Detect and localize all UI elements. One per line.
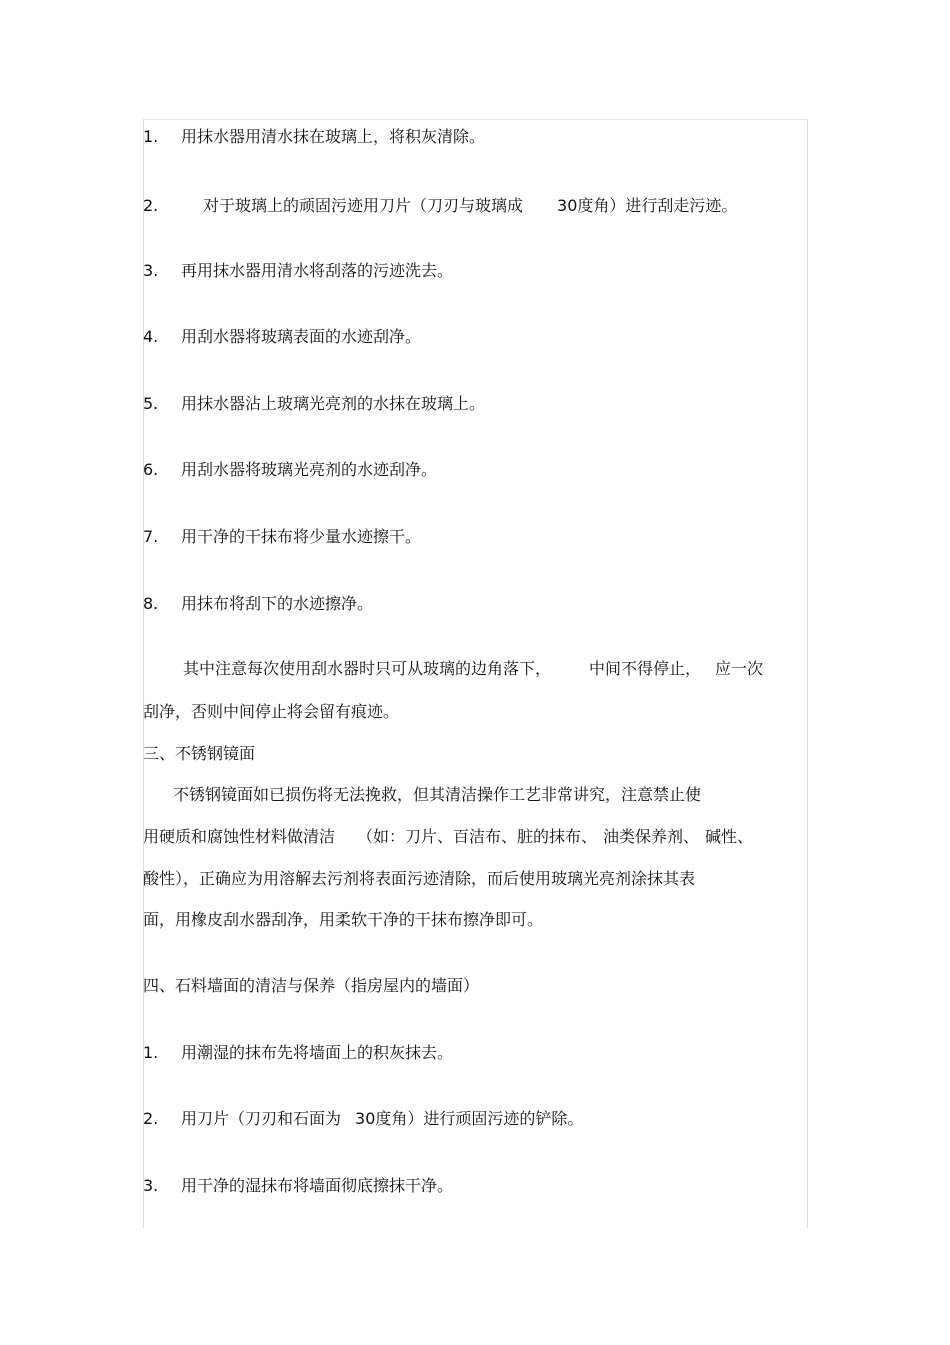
list-text: 用刀片（刀刃和石面为 bbox=[181, 1109, 342, 1128]
list-item bbox=[143, 260, 453, 282]
list-item bbox=[143, 526, 421, 548]
list-text: 用抹布将刮下的水迹擦净。 bbox=[181, 594, 374, 613]
list-number: 3. bbox=[143, 1176, 159, 1195]
section-heading: 三、不锈钢镜面 bbox=[143, 744, 256, 763]
list-item bbox=[143, 126, 485, 148]
list-number: 1. bbox=[143, 127, 159, 146]
list-item bbox=[143, 1108, 583, 1130]
list-text: 用刮水器将玻璃光亮剂的水迹刮净。 bbox=[181, 460, 438, 479]
list-number: 8. bbox=[143, 594, 159, 613]
list-text: 用抹水器沾上玻璃光亮剂的水抹在玻璃上。 bbox=[181, 394, 486, 413]
note-line: 刮净，否则中间停止将会留有痕迹。 bbox=[143, 702, 400, 721]
list-number: 1. bbox=[143, 1043, 159, 1062]
paragraph-line: 面，用橡皮刮水器刮净，用柔软干净的干抹布擦净即可。 bbox=[143, 910, 544, 929]
list-item bbox=[143, 459, 437, 481]
list-number: 3. bbox=[143, 261, 159, 280]
list-number: 6. bbox=[143, 460, 159, 479]
list-number: 2. bbox=[143, 1109, 159, 1128]
list-text: 30度角）进行刮走污迹。 bbox=[557, 196, 738, 215]
list-item bbox=[143, 326, 421, 348]
section-heading: 四、石料墙面的清洁与保养（指房屋内的墙面） bbox=[143, 976, 480, 995]
list-item bbox=[143, 1042, 453, 1064]
list-number: 7. bbox=[143, 527, 159, 546]
list-text: 用潮湿的抹布先将墙面上的积灰抹去。 bbox=[181, 1043, 454, 1062]
list-number: 4. bbox=[143, 327, 159, 346]
list-item bbox=[143, 195, 737, 217]
list-text: 再用抹水器用清水将刮落的污迹洗去。 bbox=[181, 261, 454, 280]
list-text: 用刮水器将玻璃表面的水迹刮净。 bbox=[181, 327, 422, 346]
list-item bbox=[143, 593, 373, 615]
list-item bbox=[143, 1175, 453, 1197]
paragraph-line: 酸性），正确应为用溶解去污剂将表面污迹清除，而后使用玻璃光亮剂涂抹其表 bbox=[143, 869, 696, 888]
list-text: 对于玻璃上的顽固污迹用刀片（刀刃与玻璃成 bbox=[203, 196, 524, 215]
paragraph-line: 不锈钢镜面如已损伤将无法挽救，但其清洁操作工艺非常讲究，注意禁止使 bbox=[173, 785, 702, 804]
list-text: 用干净的湿抹布将墙面彻底擦抹干净。 bbox=[181, 1176, 454, 1195]
list-item bbox=[143, 393, 485, 415]
list-number: 5. bbox=[143, 394, 159, 413]
note-line: 其中注意每次使用刮水器时只可从玻璃的边角落下， 中间不得停止， 应一次 bbox=[183, 659, 764, 678]
list-text: 30度角）进行顽固污迹的铲除。 bbox=[355, 1109, 584, 1128]
list-number: 2. bbox=[143, 196, 159, 215]
paragraph-line: 用硬质和腐蚀性材料做清洁 （如：刀片、百洁布、脏的抹布、 油类保养剂、 碱性、 bbox=[143, 827, 754, 846]
list-text: 用干净的干抹布将少量水迹擦干。 bbox=[181, 527, 422, 546]
list-text: 用抹水器用清水抹在玻璃上，将积灰清除。 bbox=[181, 127, 486, 146]
